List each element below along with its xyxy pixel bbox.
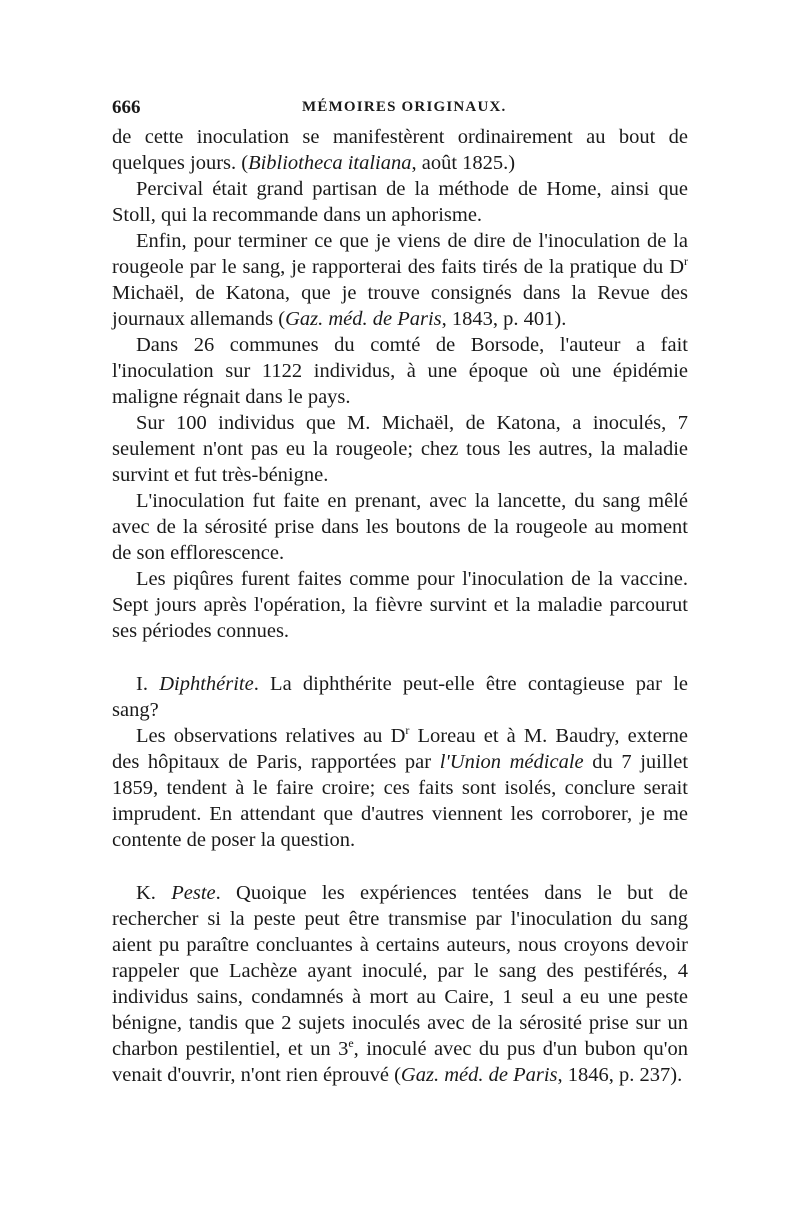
body-text bbox=[112, 124, 688, 1088]
paragraph: Les observations relatives au $D^r$ Loreau et à M. Baudry, externe des hôpitaux de Paris, rapportées par l'Union médicale du 7 juillet 1859, tendent à le faire croire; ces faits sont isolés, conclure serait imprudent. En attendant que d'autres viennent les corroborer, je me contente de poser la question. bbox=[112, 723, 689, 851]
paragraph: L'inoculation fut faite en prenant, avec la lancette, du sang mêlé avec de la sérosité prise dans les boutons de la rougeole au moment de son efflorescence. bbox=[112, 490, 688, 564]
paragraph: Les piqûres furent faites comme pour l'inoculation de la vaccine. Sept jours après l'opération, la fièvre survint et la maladie parcourut ses périodes connues. bbox=[112, 568, 688, 642]
page-number: 666 bbox=[112, 97, 141, 118]
section-paragraph: K. Peste. Quoique les expériences tentées dans le but de rechercher si la peste peut être transmise par l'inoculation du sang aient pu paraître concluantes à certains auteurs, nous croyons devoir rappeler que Lachèze ayant inoculé, par le sang des pestiférés, 4 individus sains, condamnés à mort au Caire, 1 seul a eu une peste bénigne, tandis que 2 sujets inoculés avec de la sérosité prise sur un charbon pestilentiel, et un 3e, inoculé avec du pus d'un bubon qu'on venait d'ouvrir, n'ont rien éprouvé (Gaz. méd. de Paris, 1846, p. 237). bbox=[112, 882, 688, 1086]
running-head: MÉMOIRES ORIGINAUX. bbox=[302, 99, 507, 115]
paragraph: Enfin, pour terminer ce que je viens de dire de l'inoculation de la rougeole par le sang, je rapporterai des faits tirés de la pratique du $D^r$ Michaël, de Katona, que je trouve consignés dans la Revue des journaux allemands (Gaz. méd. de Paris, 1843, p. 401). bbox=[112, 230, 688, 330]
paragraph: de cette inoculation se manifestèrent ordinairement au bout de quelques jours. (Bibliotheca italiana, août 1825.) bbox=[112, 126, 688, 174]
paragraph: Percival était grand partisan de la méthode de Home, ainsi que Stoll, qui la recommande dans un aphorisme. bbox=[112, 178, 688, 226]
page-header bbox=[112, 97, 688, 127]
paragraph: Dans 26 communes du comté de Borsode, l'auteur a fait l'inoculation sur 1122 individus, à une époque où une épidémie maligne régnait dans le pays. bbox=[112, 334, 688, 408]
paragraph: Sur 100 individus que M. Michaël, de Katona, a inoculés, 7 seulement n'ont pas eu la rougeole; chez tous les autres, la maladie survint et fut très-bénigne. bbox=[112, 412, 688, 486]
section-paragraph: I. Diphthérite. La diphthérite peut-elle être contagieuse par le sang? bbox=[112, 673, 689, 721]
